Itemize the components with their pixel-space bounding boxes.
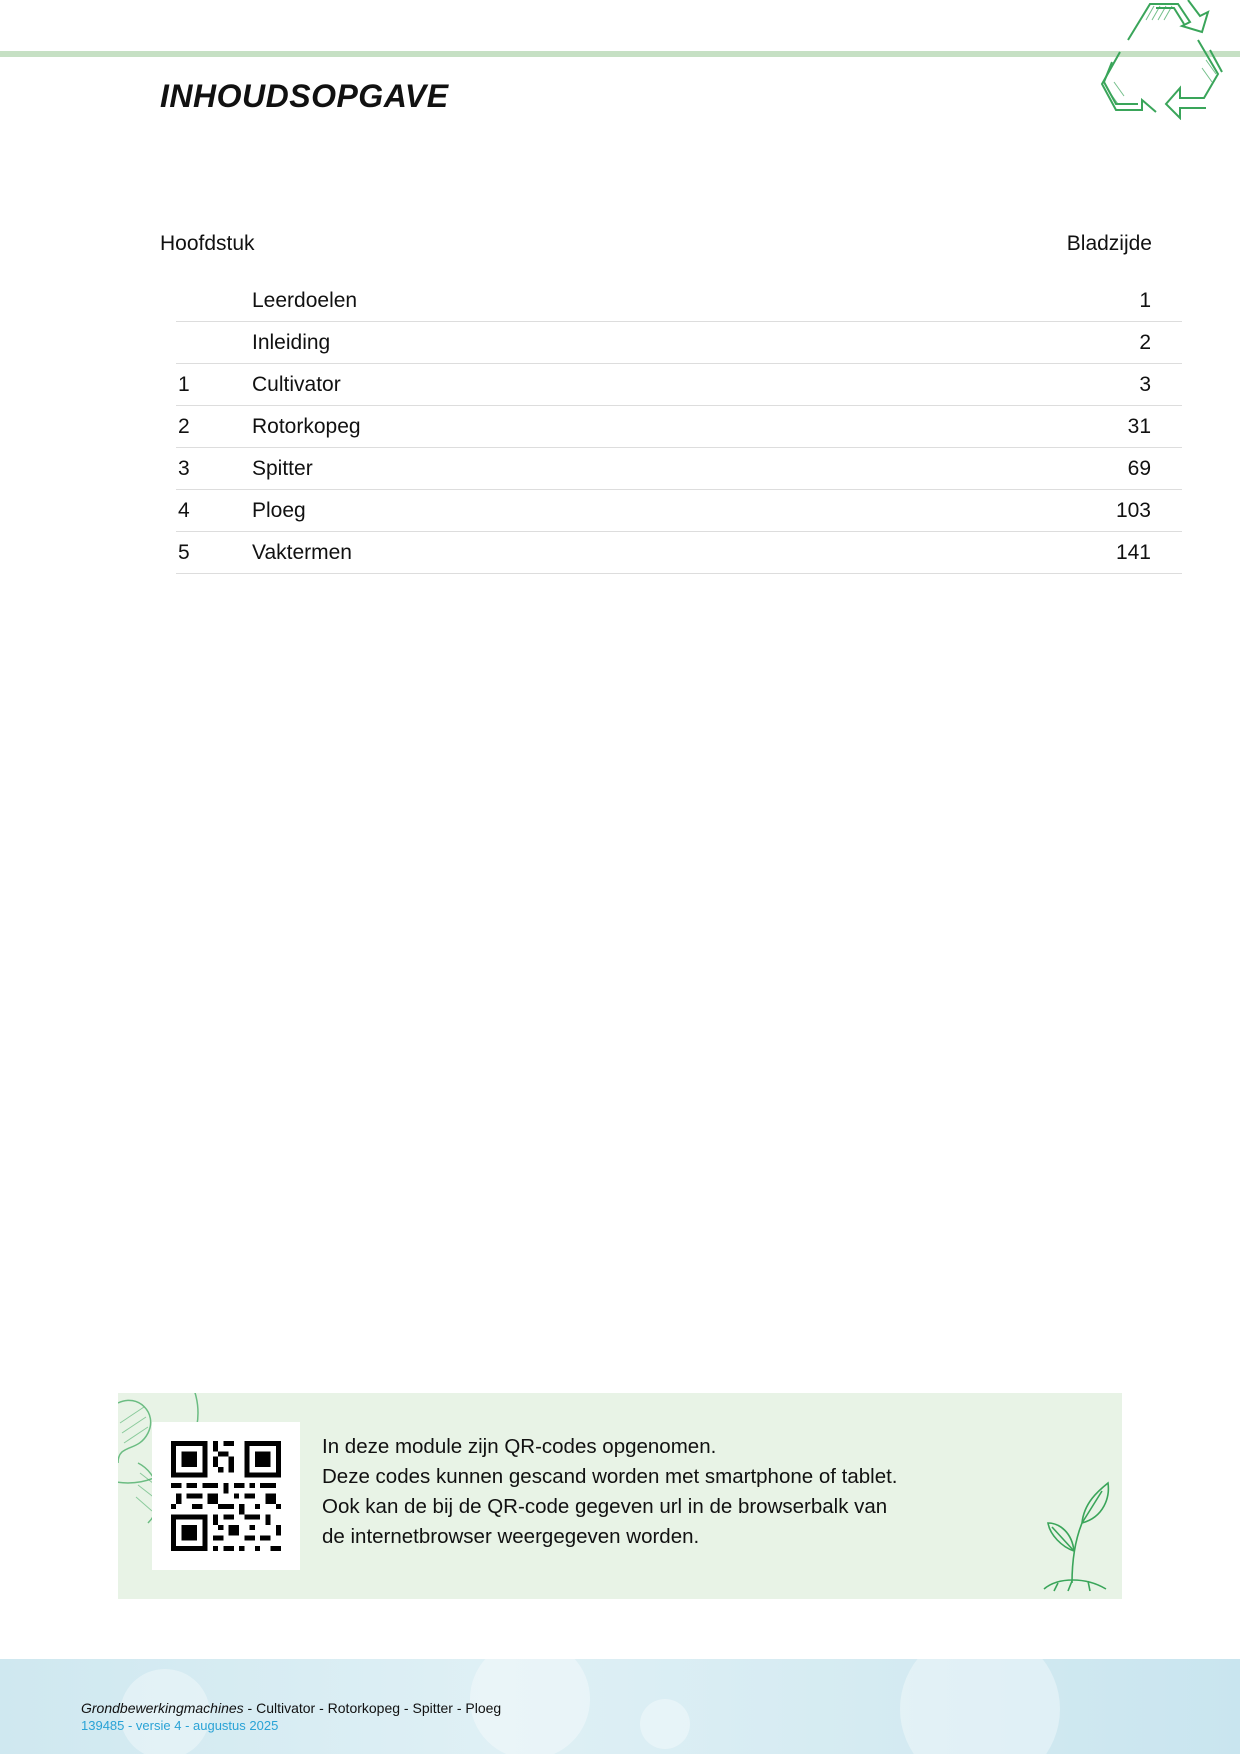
decorative-bubble <box>900 1659 1060 1754</box>
toc-row[interactable] <box>176 280 1182 322</box>
chapter-title: Cultivator <box>252 373 341 396</box>
qr-info-text <box>322 1432 962 1552</box>
toc-row[interactable] <box>176 364 1182 406</box>
page-number: 141 <box>1115 541 1151 564</box>
toc-row[interactable] <box>176 490 1182 532</box>
page-number: 1 <box>1139 289 1151 312</box>
footer-book-title: Grondbewerkingmachines <box>81 1700 244 1716</box>
chapter-number: 4 <box>178 499 190 522</box>
qr-info-box <box>118 1393 1122 1599</box>
sprout-icon <box>1038 1473 1118 1593</box>
column-header-page: Bladzijde <box>1066 232 1152 255</box>
toc-row[interactable] <box>176 406 1182 448</box>
chapter-title: Rotorkopeg <box>252 415 361 438</box>
footer-title <box>81 1700 501 1716</box>
chapter-title: Vaktermen <box>252 541 352 564</box>
qr-info-line: Ook kan de bij de QR-code gegeven url in de browserbalk van <box>322 1495 888 1518</box>
column-header-chapter: Hoofdstuk <box>160 232 255 255</box>
page-number: 69 <box>1127 457 1151 480</box>
chapter-title: Spitter <box>252 457 313 480</box>
table-of-contents <box>176 280 1182 574</box>
decorative-bubble <box>640 1699 690 1749</box>
page-number: 31 <box>1127 415 1151 438</box>
footer-subtitle: - Cultivator - Rotorkopeg - Spitter - Ploeg <box>243 1700 502 1716</box>
chapter-number: 2 <box>178 415 190 438</box>
page-number: 2 <box>1139 331 1151 354</box>
page-title: INHOUDSOPGAVE <box>160 78 449 114</box>
toc-row[interactable] <box>176 322 1182 364</box>
toc-row[interactable] <box>176 448 1182 490</box>
toc-row[interactable] <box>176 532 1182 574</box>
qr-info-line: In deze module zijn QR-codes opgenomen. <box>322 1435 717 1458</box>
qr-code-icon <box>171 1441 281 1551</box>
qr-code[interactable] <box>152 1422 300 1570</box>
chapter-title: Inleiding <box>252 331 331 354</box>
chapter-number: 3 <box>178 457 190 480</box>
qr-info-line: de internetbrowser weergegeven worden. <box>322 1525 700 1548</box>
footer-version: 139485 - versie 4 - augustus 2025 <box>81 1718 279 1733</box>
recycle-icon <box>1098 0 1240 120</box>
page-number: 3 <box>1139 373 1151 396</box>
chapter-number: 1 <box>178 373 190 396</box>
chapter-title: Ploeg <box>252 499 306 522</box>
qr-info-line: Deze codes kunnen gescand worden met smartphone of tablet. <box>322 1465 898 1488</box>
chapter-title: Leerdoelen <box>252 289 358 312</box>
header-rule <box>0 51 1240 57</box>
chapter-number: 5 <box>178 541 190 564</box>
page-number: 103 <box>1115 499 1151 522</box>
